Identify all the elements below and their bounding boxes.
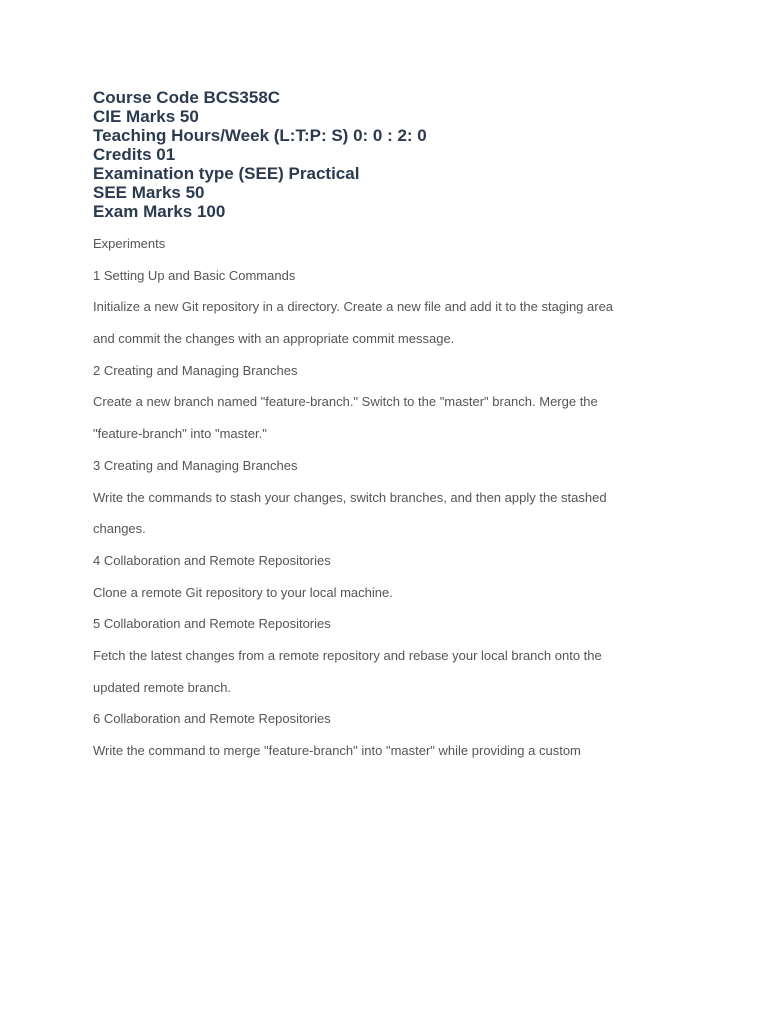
exam-marks: Exam Marks 100 bbox=[93, 202, 226, 221]
experiment-title: 6 Collaboration and Remote Repositories bbox=[93, 711, 331, 727]
experiment-description: updated remote branch. bbox=[93, 679, 232, 695]
experiment-description: changes. bbox=[93, 521, 146, 537]
experiment-title: 2 Creating and Managing Branches bbox=[93, 362, 298, 378]
document-page bbox=[93, 88, 693, 772]
experiment-title: 5 Collaboration and Remote Repositories bbox=[93, 616, 331, 632]
experiment-description: Create a new branch named "feature-branch." Switch to the "master" branch. Merge the bbox=[93, 394, 598, 410]
credits: Credits 01 bbox=[93, 145, 176, 164]
course-details bbox=[93, 88, 693, 221]
cie-marks: CIE Marks 50 bbox=[93, 107, 199, 126]
experiment-title: 4 Collaboration and Remote Repositories bbox=[93, 552, 331, 568]
experiment-description: Initialize a new Git repository in a directory. Create a new file and add it to the staging area bbox=[93, 299, 614, 315]
experiment-description: and commit the changes with an appropriate commit message. bbox=[93, 331, 455, 347]
experiment-description: Write the command to merge "feature-branch" into "master" while providing a custom bbox=[93, 743, 581, 758]
experiment-description: Clone a remote Git repository to your local machine. bbox=[93, 584, 393, 600]
experiment-description: "feature-branch" into "master." bbox=[93, 426, 267, 442]
experiments-list bbox=[93, 233, 693, 772]
teaching-hours: Teaching Hours/Week (L:T:P: S) 0: 0 : 2: 0 bbox=[93, 126, 427, 145]
experiments-heading: Experiments bbox=[93, 236, 166, 251]
experiment-description: Fetch the latest changes from a remote repository and rebase your local branch onto the bbox=[93, 647, 602, 663]
examination-type: Examination type (SEE) Practical bbox=[93, 164, 360, 183]
course-code: Course Code BCS358C bbox=[93, 88, 281, 107]
experiment-description: Write the commands to stash your changes, switch branches, and then apply the stashed bbox=[93, 489, 607, 505]
experiment-title: 1 Setting Up and Basic Commands bbox=[93, 267, 296, 283]
experiment-title: 3 Creating and Managing Branches bbox=[93, 457, 298, 473]
see-marks: SEE Marks 50 bbox=[93, 183, 205, 202]
